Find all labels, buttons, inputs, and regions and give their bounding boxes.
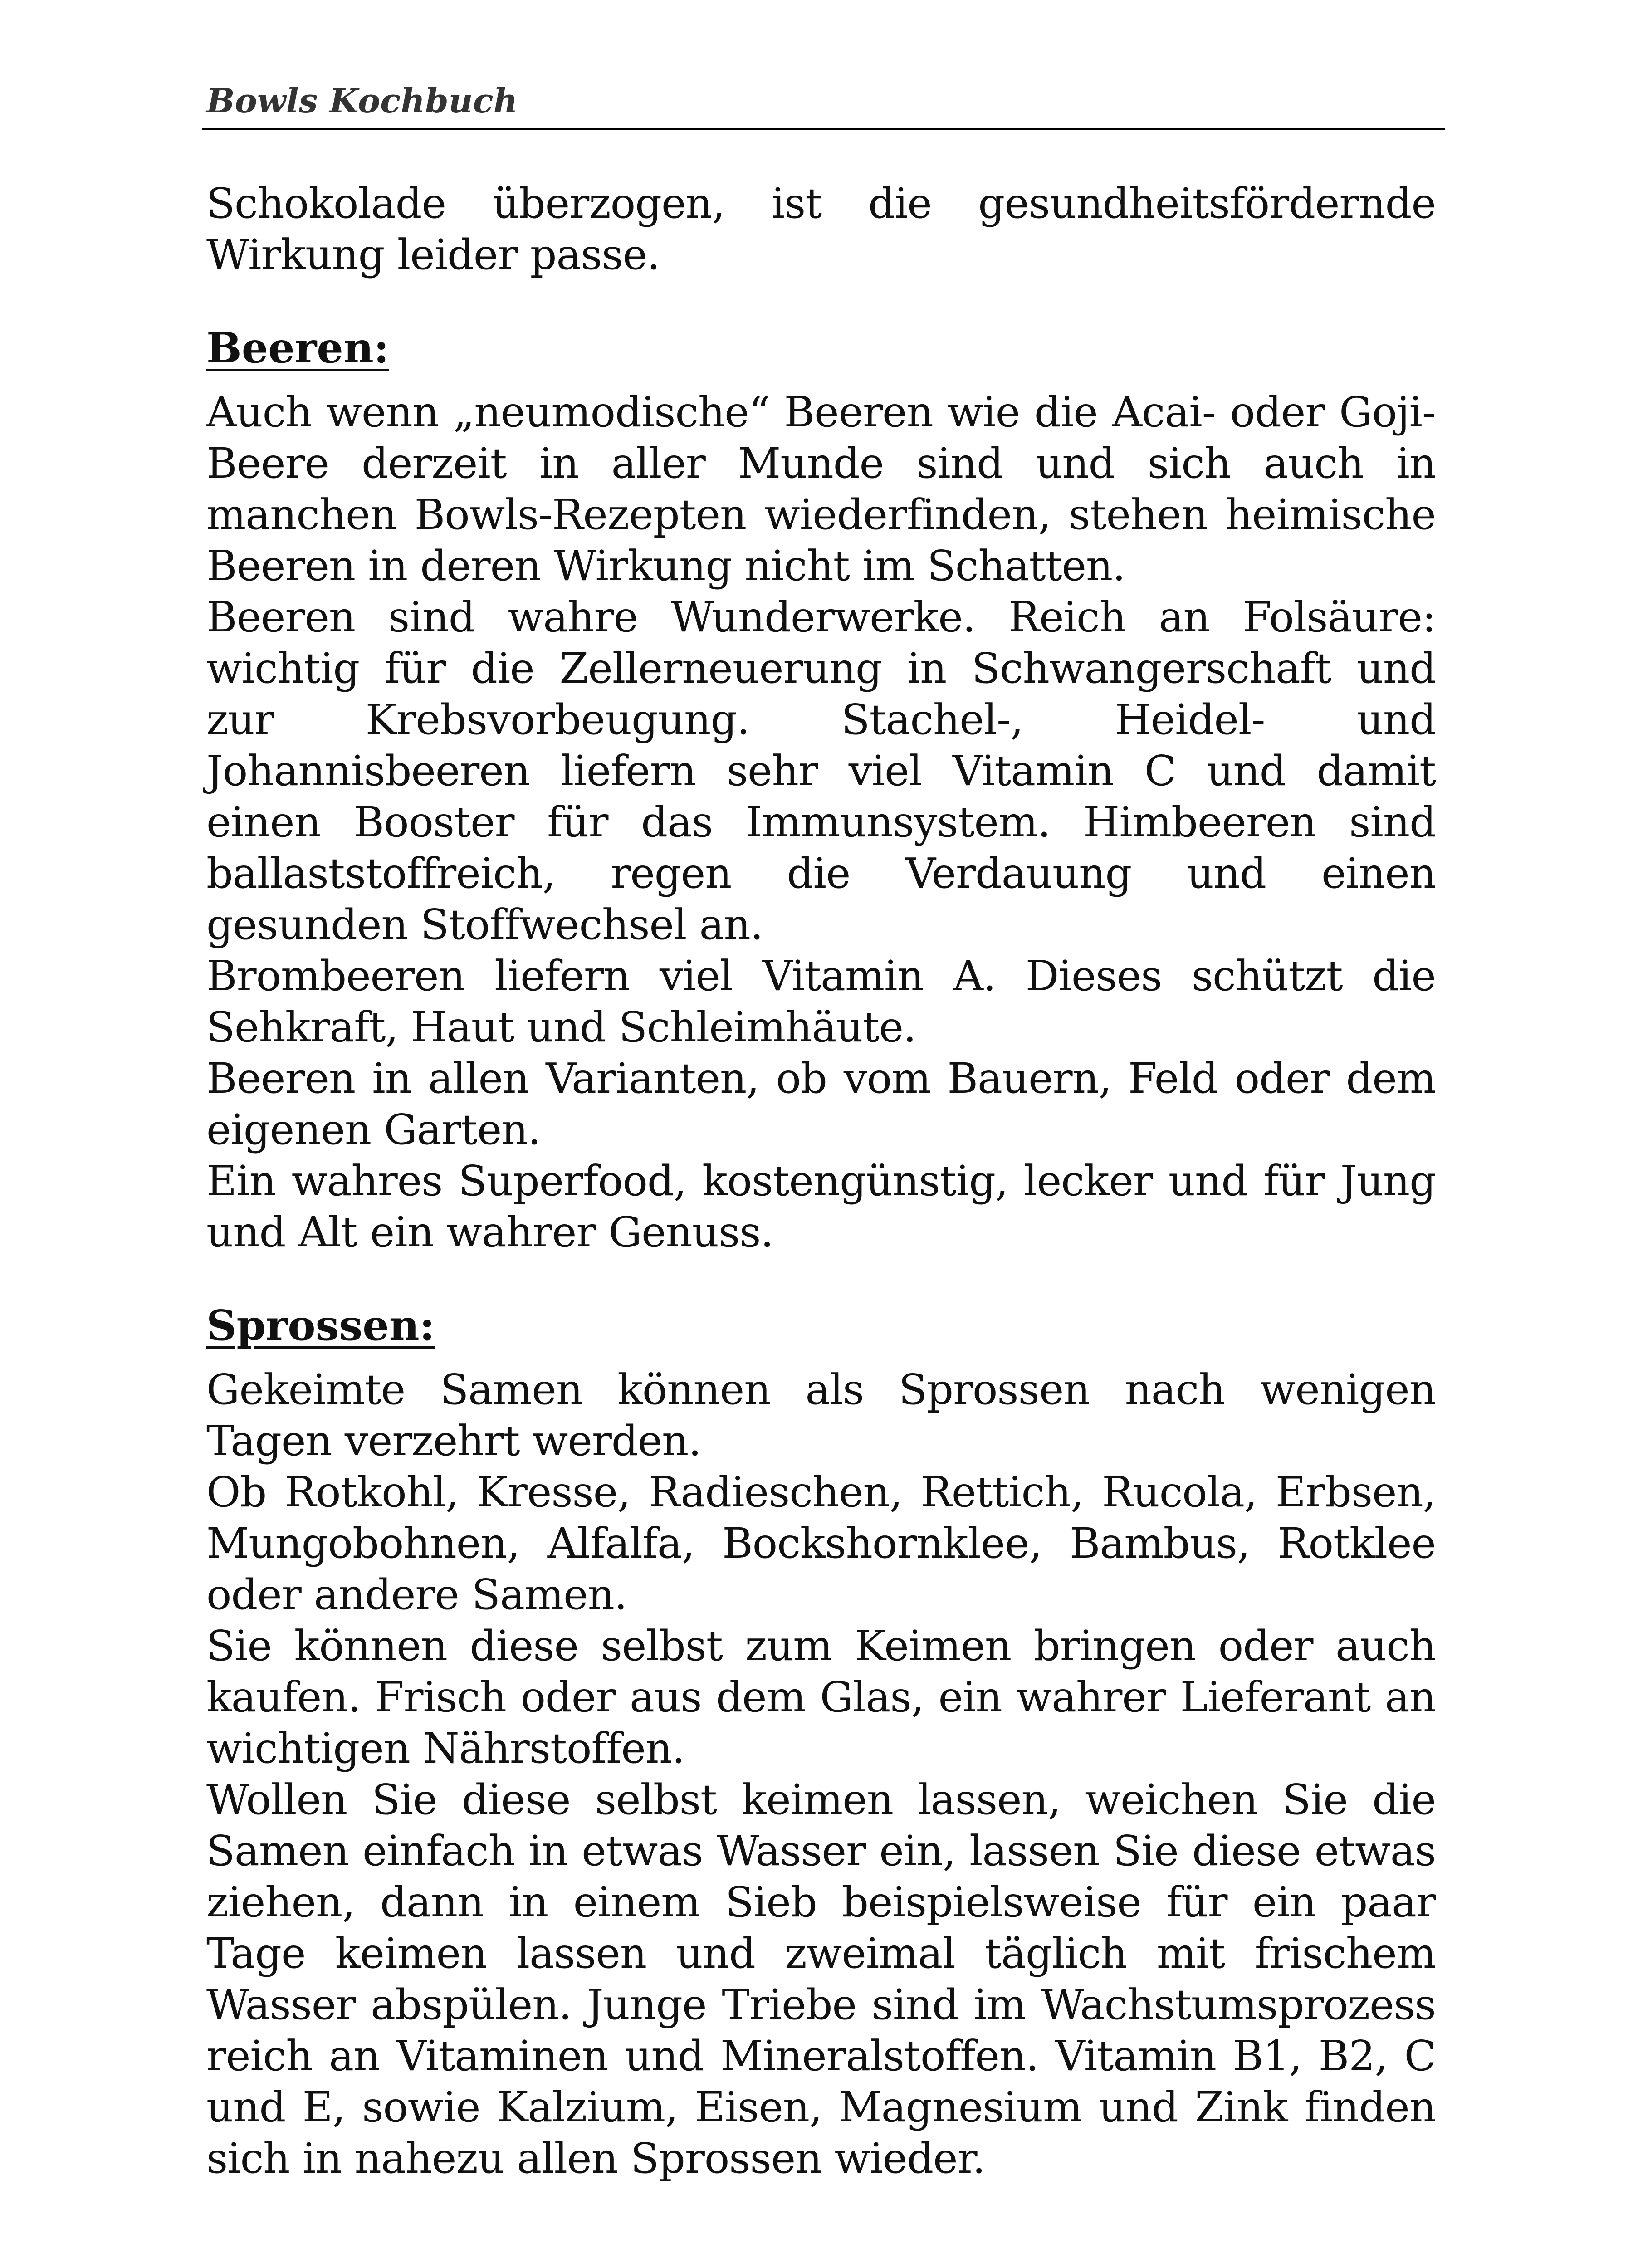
paragraph: Gekeimte Samen können als Sprossen nach wenigen Tagen verzehrt werden. — [206, 1365, 1436, 1465]
spacer — [206, 374, 1436, 386]
paragraph: Beeren in allen Varianten, ob vom Bauern, Feld oder dem eigenen Garten. — [206, 1054, 1436, 1154]
paragraph: Auch wenn „neumodische“ Beeren wie die Acai- oder Goji-Beere derzeit in aller Munde sind und sich auch in manchen Bowls-Rezepten wiederfinden, stehen heimische Beeren in deren Wirkung nicht im Schatten. — [206, 388, 1436, 590]
spacer — [206, 280, 1436, 323]
paragraph: Wollen Sie diese selbst keimen lassen, weichen Sie die Samen einfach in etwas Wasser ein, lassen Sie diese etwas ziehen, dann in einem Sieb beispielsweise für ein paar Tage keimen lassen und zweimal täglich mit frischem Wasser abspülen. Junge Triebe sind im Wachstumsprozess reich an Vitaminen und Mineralstoffen. Vitamin B1, B2, C und E, sowie Kalzium, Eisen, Magnesium und Zink finden sich in nahezu allen Sprossen wieder. — [206, 1775, 1436, 2183]
paragraph: Ein wahres Superfood, kostengünstig, lecker und für Jung und Alt ein wahrer Genuss. — [206, 1157, 1436, 1256]
header-rule — [202, 128, 1445, 130]
spacer — [206, 1258, 1436, 1300]
paragraph: Beeren sind wahre Wunderwerke. Reich an Folsäure: wichtig für die Zellerneuerung in Schwangerschaft und zur Krebsvorbeugung. Stachel-, Heidel- und Johannisbeeren liefern sehr viel Vitamin C und damit einen Booster für das Immunsystem. Himbeeren sind ballaststoffreich, regen die Verdauung und einen gesunden Stoffwechsel an. — [206, 593, 1436, 949]
spacer — [206, 1351, 1436, 1364]
paragraph: Ob Rotkohl, Kresse, Radieschen, Rettich, Rucola, Erbsen, Mungobohnen, Alfalfa, Bockshornklee, Bambus, Rotklee oder andere Samen. — [206, 1468, 1436, 1619]
paragraph: Sie können diese selbst zum Keimen bringen oder auch kaufen. Frisch oder aus dem Glas, ein wahrer Lieferant an wichtigen Nährstoffen. — [206, 1622, 1436, 1773]
running-title: Bowls Kochbuch — [206, 82, 518, 121]
paragraph: Brombeeren liefern viel Vitamin A. Dieses schützt die Sehkraft, Haut und Schleimhäute. — [206, 952, 1436, 1051]
page-body — [206, 178, 1436, 2184]
intro-paragraph: Schokolade überzogen, ist die gesundheitsfördernde Wirkung leider passe. — [206, 179, 1436, 279]
section-heading-sprossen: Sprossen: — [206, 1301, 435, 1350]
section-heading-beeren: Beeren: — [206, 323, 389, 372]
